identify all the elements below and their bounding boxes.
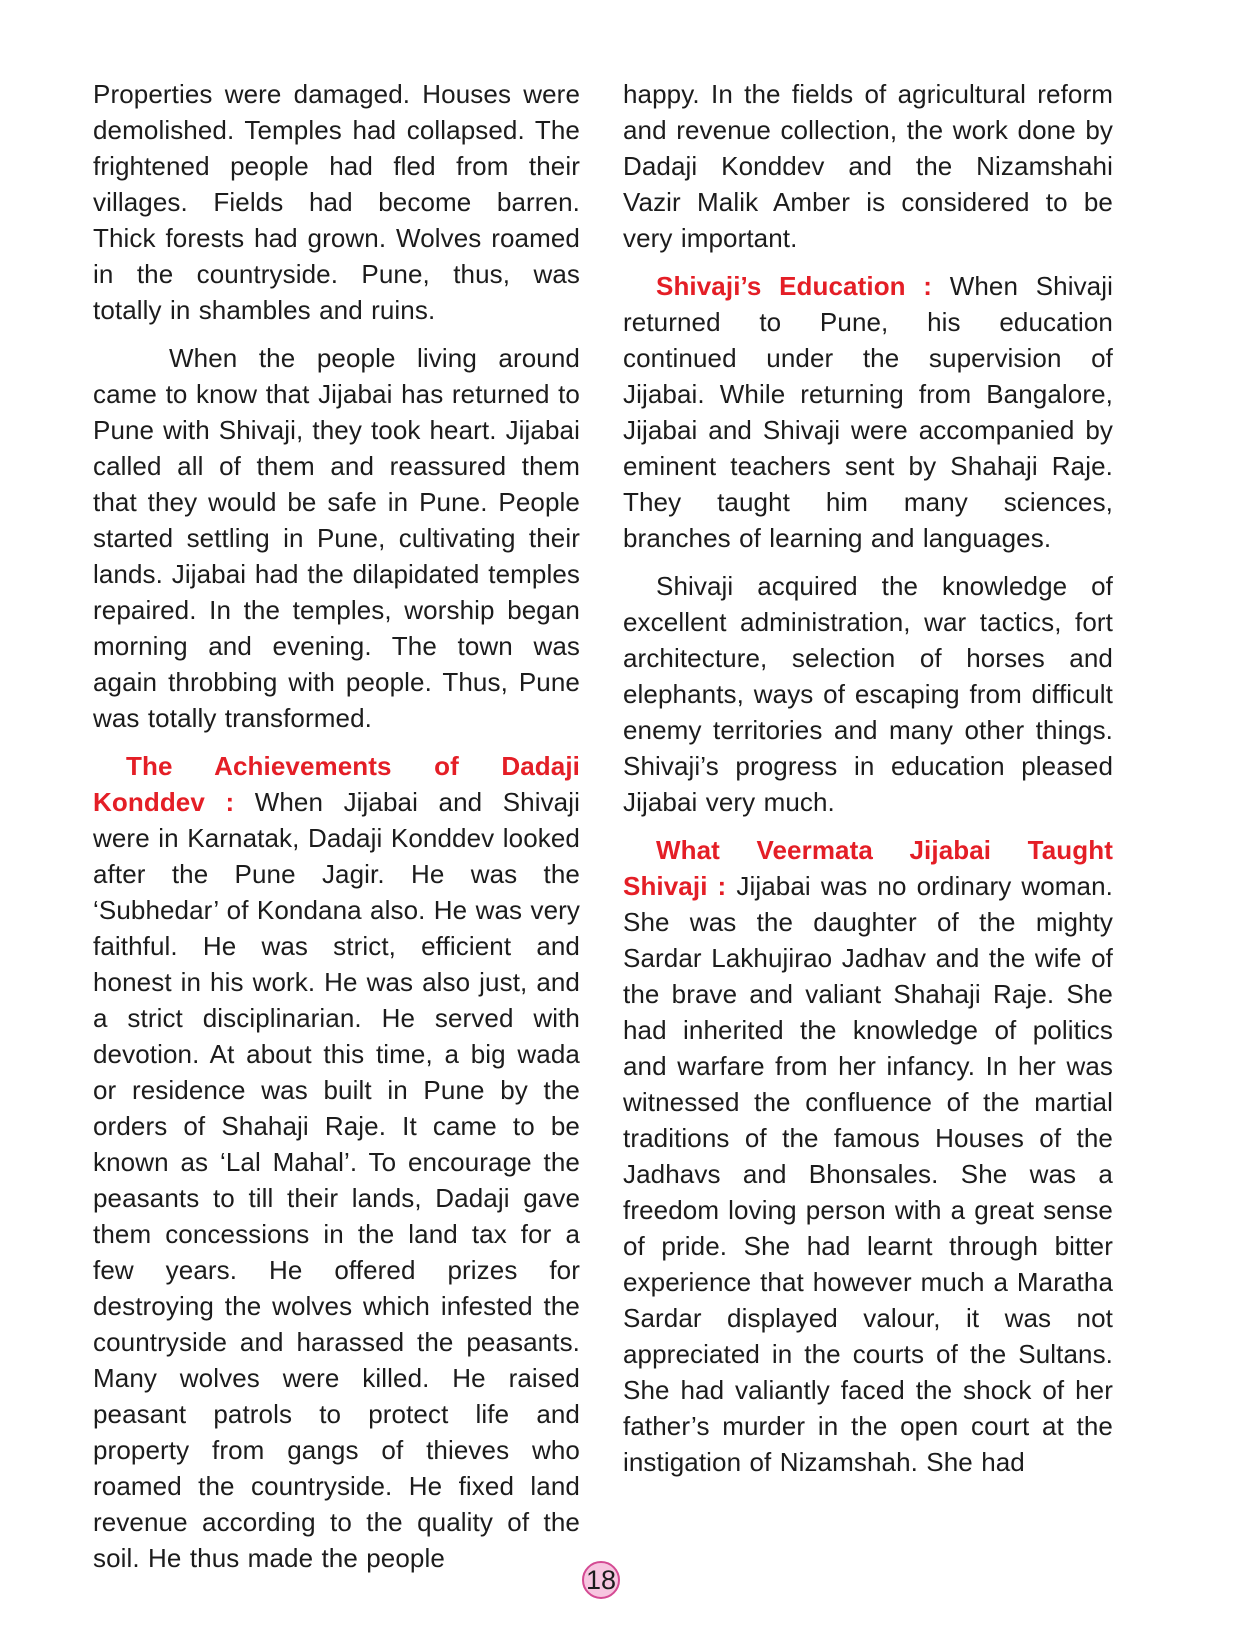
paragraph: When the people living around came to know that Jijabai has returned to Pune with Shivaji, they took heart. Jijabai called all of them and reassured them that they would be safe in Pune. People started settling in Pune, cultivating their lands. Jijabai had the dilapidated temples repaired. In the temples, worship began morning and evening. The town was again throbbing with people. Thus, Pune was totally transformed. (93, 343, 580, 733)
paragraph: Properties were damaged. Houses were demolished. Temples had collapsed. The frightened people had fled from their villages. Fields had become barren. Thick forests had grown. Wolves roamed in the countryside. Pune, thus, was totally in shambles and ruins. (93, 79, 580, 325)
paragraph (623, 268, 1113, 556)
paragraph: Shivaji acquired the knowledge of excellent administration, war tactics, fort architecture, selection of horses and elephants, ways of escaping from difficult enemy territories and many other things. Shivaji’s progress in education pleased Jijabai very much. (623, 571, 1113, 817)
paragraph: happy. In the fields of agricultural reform and revenue collection, the work done by Dadaji Konddev and the Nizamshahi Vazir Malik Amber is considered to be very important. (623, 79, 1113, 253)
left-column (93, 76, 580, 1576)
paragraph-body: When Jijabai and Shivaji were in Karnatak, Dadaji Konddev looked after the Pune Jagir. He was the ‘Subhedar’ of Kondana also. He was very faithful. He was strict, efficient and honest in his work. He was also just, and a strict disciplinarian. He served with devotion. At about this time, a big wada or residence was built in Pune by the orders of Shahaji Raje. It came to be known as ‘Lal Mahal’. To encourage the peasants to till their lands, Dadaji gave them concessions in the land tax for a few years. He offered prizes for destroying the wolves which infested the countryside and harassed the peasants. Many wolves were killed. He raised peasant patrols to protect life and property from gangs of thieves who roamed the countryside. He fixed land revenue according to the quality of the soil. He thus made the people (93, 787, 580, 1573)
paragraph-body: Jijabai was no ordinary woman. She was the daughter of the mighty Sardar Lakhujirao Jadhav and the wife of the brave and valiant Shahaji Raje. She had inherited the knowledge of politics and warfare from her infancy. In her was witnessed the confluence of the martial traditions of the famous Houses of the Jadhavs and Bhonsales. She was a freedom loving person with a great sense of pride. She had learnt through bitter experience that however much a Maratha Sardar displayed valour, it was not appreciated in the courts of the Sultans. She had valiantly faced the shock of her father’s murder in the open court at the instigation of Nizamshah. She had (623, 871, 1113, 1477)
paragraph (93, 748, 580, 1576)
section-heading: The Achievements of Dadaji Konddev : (93, 751, 580, 817)
section-heading: What Veermata Jijabai Taught Shivaji : (623, 835, 1113, 901)
page-number: 18 (582, 1561, 620, 1599)
section-heading: Shivaji’s Education : (656, 271, 933, 301)
paragraph (623, 832, 1113, 1480)
paragraph-body: When Shivaji returned to Pune, his education continued under the supervision of Jijabai. While returning from Bangalore, Jijabai and Shivaji were accompanied by eminent teachers sent by Shahaji Raje. They taught him many sciences, branches of learning and languages. (623, 271, 1113, 553)
right-column (623, 76, 1113, 1480)
